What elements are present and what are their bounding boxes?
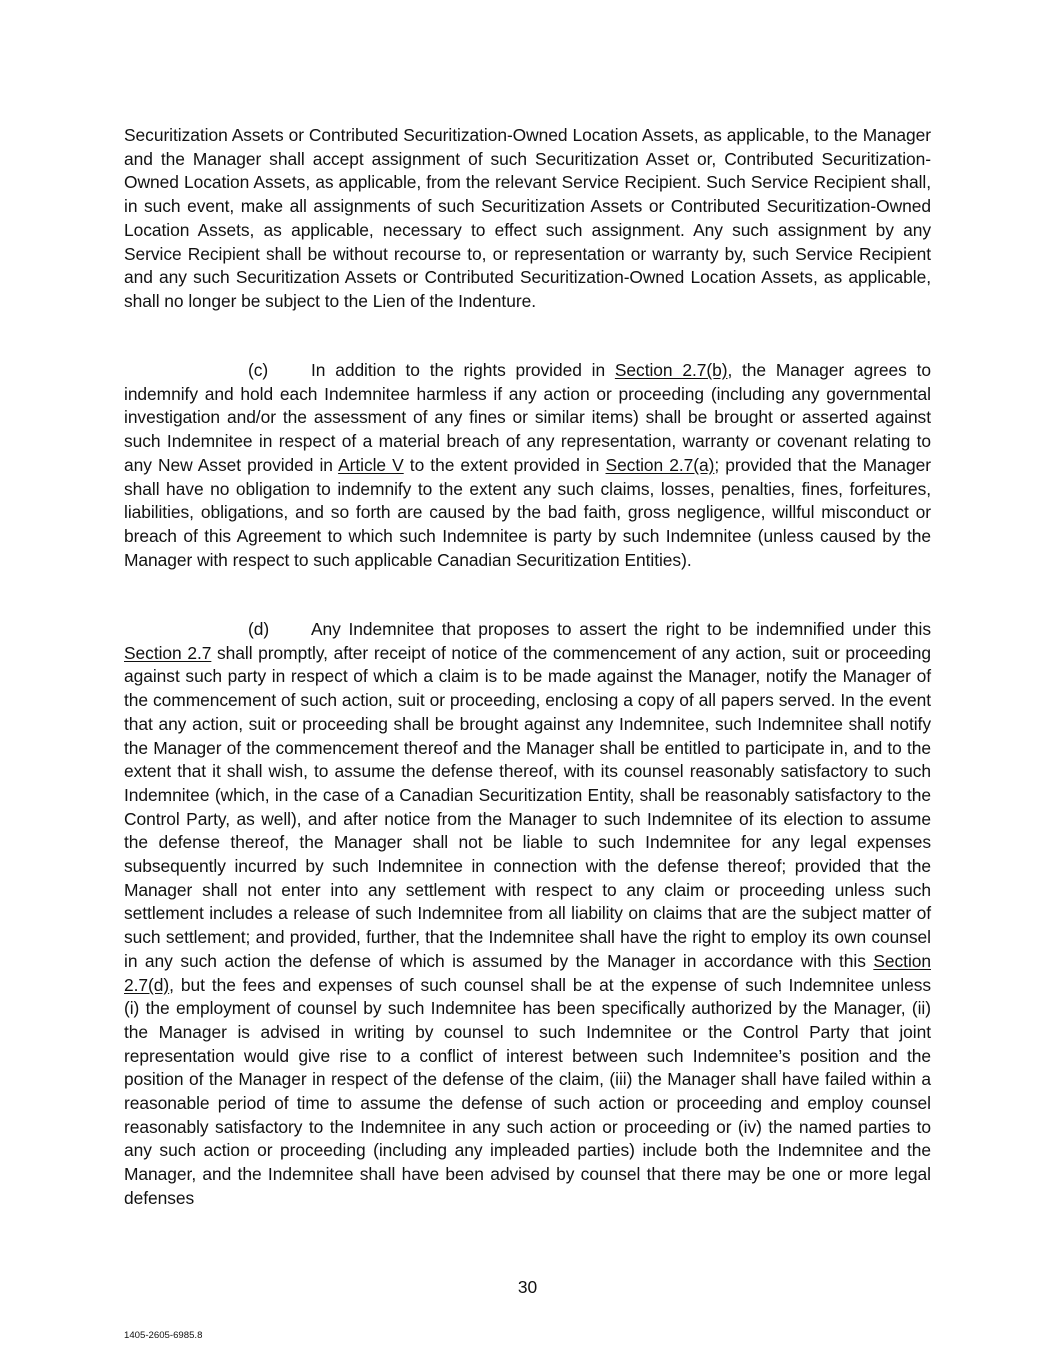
paragraph-text: ; provided that the Manager shall have no obligation to indemnify to the extent any such claims, losses, penalties, fines, forfeitures, liabilities, obligations, and so forth are caused by the bad faith, gross negligence, willful misconduct or breach of this Agreement to which such Indemnitee is party by such Indemnitee (unless caused by the Manager with respect to such applicable Canadian Securitization Entities). [124, 454, 931, 570]
paragraph-continuation [124, 124, 931, 314]
paragraph-c [124, 359, 931, 572]
paragraph-text: Securitization Assets or Contributed Securitization-Owned Location Assets, as applicable, to the Manager and the Manager shall accept assignment of such Securitization Asset or, Contributed Securitization-Owned Location Assets, as applicable, from the relevant Service Recipient. Such Service Recipient shall, in such event, make all assignments of such Securitization Assets or Contributed Securitization-Owned Location Assets, as applicable, necessary to effect such assignment. Any such assignment by any Service Recipient shall be without recourse to, or representation or warranty by, such Service Recipient and any such Securitization Assets or Contributed Securitization-Owned Location Assets, as applicable, shall no longer be subject to the Lien of the Indenture. [124, 125, 931, 311]
section-reference: Section 2.7(d) [124, 950, 931, 995]
paragraph-text: Any Indemnitee that proposes to assert the right to be indemnified under this [311, 619, 931, 639]
article-reference: Article V [338, 454, 404, 475]
paragraph-text: to the extent provided in [403, 454, 606, 475]
paragraph-d [124, 618, 931, 1211]
section-reference: Section 2.7(b) [614, 360, 728, 380]
document-id: 1405-2605-6985.8 [124, 1330, 203, 1341]
section-reference: Section 2.7(a) [605, 454, 715, 475]
paragraph-text: In addition to the rights provided in [311, 360, 615, 380]
paragraph-label: (d) [248, 619, 270, 639]
paragraph-text: shall promptly, after receipt of notice of the commencement of any action, suit or proceeding against such party in respect of which a claim is to be made against the Manager, notify the Manager of the commencement of such action, suit or proceeding, enclosing a copy of all papers served. In the event that any action, suit or proceeding shall be brought against any Indemnitee, such Indemnitee shall notify the Manager of the commencement thereof and the Manager shall be entitled to participate in, and to the extent that it shall wish, to assume the defense thereof, with its counsel reasonably satisfactory to such Indemnitee (which, in the case of a Canadian Securitization Entity, shall be reasonably satisfactory to the Control Party, as well), and after notice from the Manager to such Indemnitee of its election to assume the defense thereof, the Manager shall not be liable to such Indemnitee for any legal expenses subsequently incurred by such Indemnitee in connection with the defense thereof; provided that the Manager shall not enter into any settlement with respect to any claim or proceeding unless such settlement includes a release of such Indemnitee from all liability on claims that are the subject matter of such settlement; and provided, further, that the Indemnitee shall have the right to employ its own counsel in any such action the defense of which is assumed by the Manager in accordance with this [124, 642, 931, 971]
paragraph-text: , but the fees and expenses of such counsel shall be at the expense of such Indemnitee unless (i) the employment of counsel by such Indemnitee has been specifically authorized by the Manager, (ii) the Manager is advised in writing by counsel to such Indemnitee or the Control Party that joint representation would give rise to a conflict of interest between such Indemnitee’s position and the position of the Manager in respect of the defense of the claim, (iii) the Manager shall have failed within a reasonable period of time to assume the defense of such action or proceeding and employ counsel reasonably satisfactory to the Indemnitee in any such action or proceeding or (iv) the named parties to any such action or proceeding (including any impleaded parties) include both the Indemnitee and the Manager, and the Indemnitee shall have been advised by counsel that there may be one or more legal defenses [124, 974, 931, 1208]
paragraph-label: (c) [248, 360, 269, 380]
section-reference: Section 2.7 [124, 642, 212, 663]
page-number: 30 [517, 1277, 538, 1297]
paragraph-text: , the Manager agrees to indemnify and hold each Indemnitee harmless if any action or proceeding (including any governmental investigation and/or the assessment of any fines or similar items) shall be brought or asserted against such Indemnitee in respect of a material breach of any representation, warranty or covenant relating to any New Asset provided in [124, 360, 931, 475]
